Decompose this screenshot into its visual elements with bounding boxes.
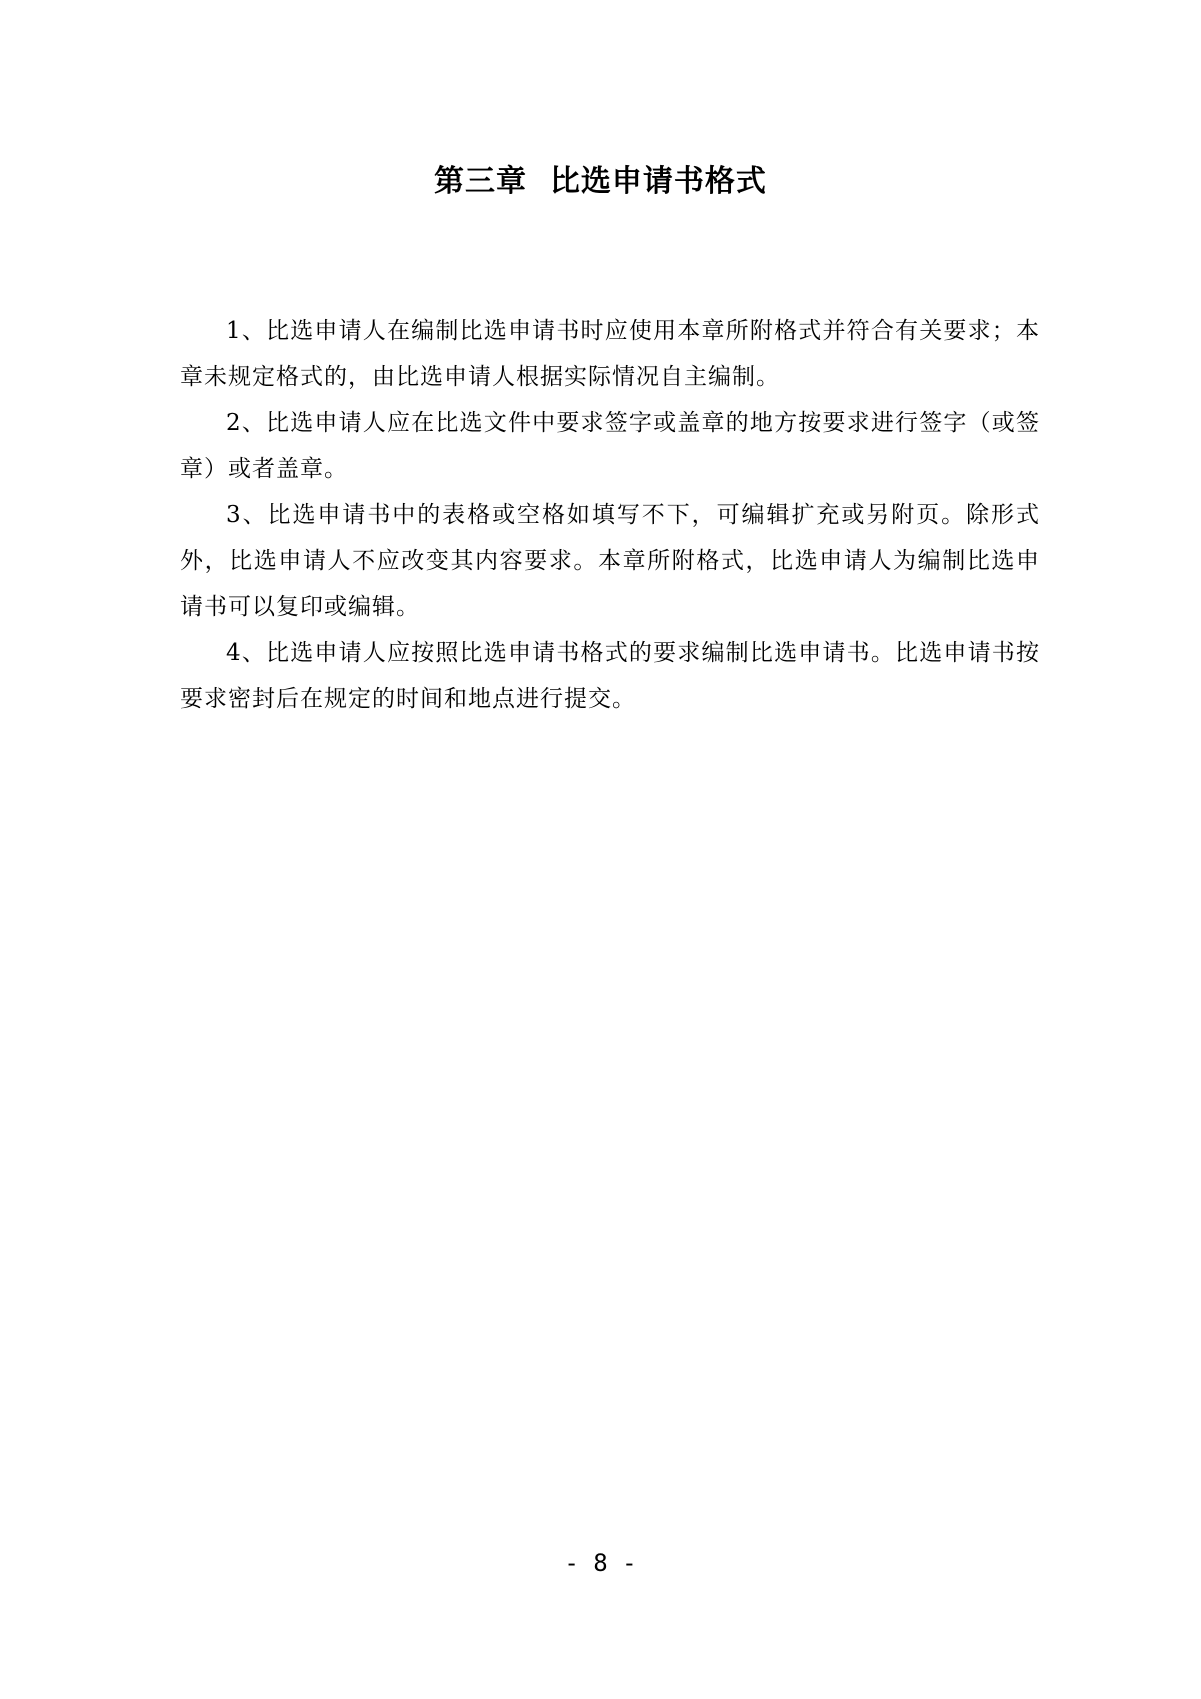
instructions-body [180, 308, 1040, 722]
instruction-paragraph-3: 3、比选申请书中的表格或空格如填写不下，可编辑扩充或另附页。除形式外，比选申请人不应改变其内容要求。本章所附格式，比选申请人为编制比选申请书可以复印或编辑。 [180, 502, 1040, 620]
instruction-paragraph-4: 4、比选申请人应按照比选申请书格式的要求编制比选申请书。比选申请书按要求密封后在规定的时间和地点进行提交。 [180, 640, 1040, 712]
instruction-paragraph-2: 2、比选申请人应在比选文件中要求签字或盖章的地方按要求进行签字（或签章）或者盖章。 [180, 410, 1040, 482]
instruction-paragraph-1: 1、比选申请人在编制比选申请书时应使用本章所附格式并符合有关要求；本章未规定格式的，由比选申请人根据实际情况自主编制。 [180, 318, 1040, 390]
page-number: - 8 - [564, 1549, 637, 1577]
chapter-title: 第三章 比选申请书格式 [434, 164, 767, 199]
